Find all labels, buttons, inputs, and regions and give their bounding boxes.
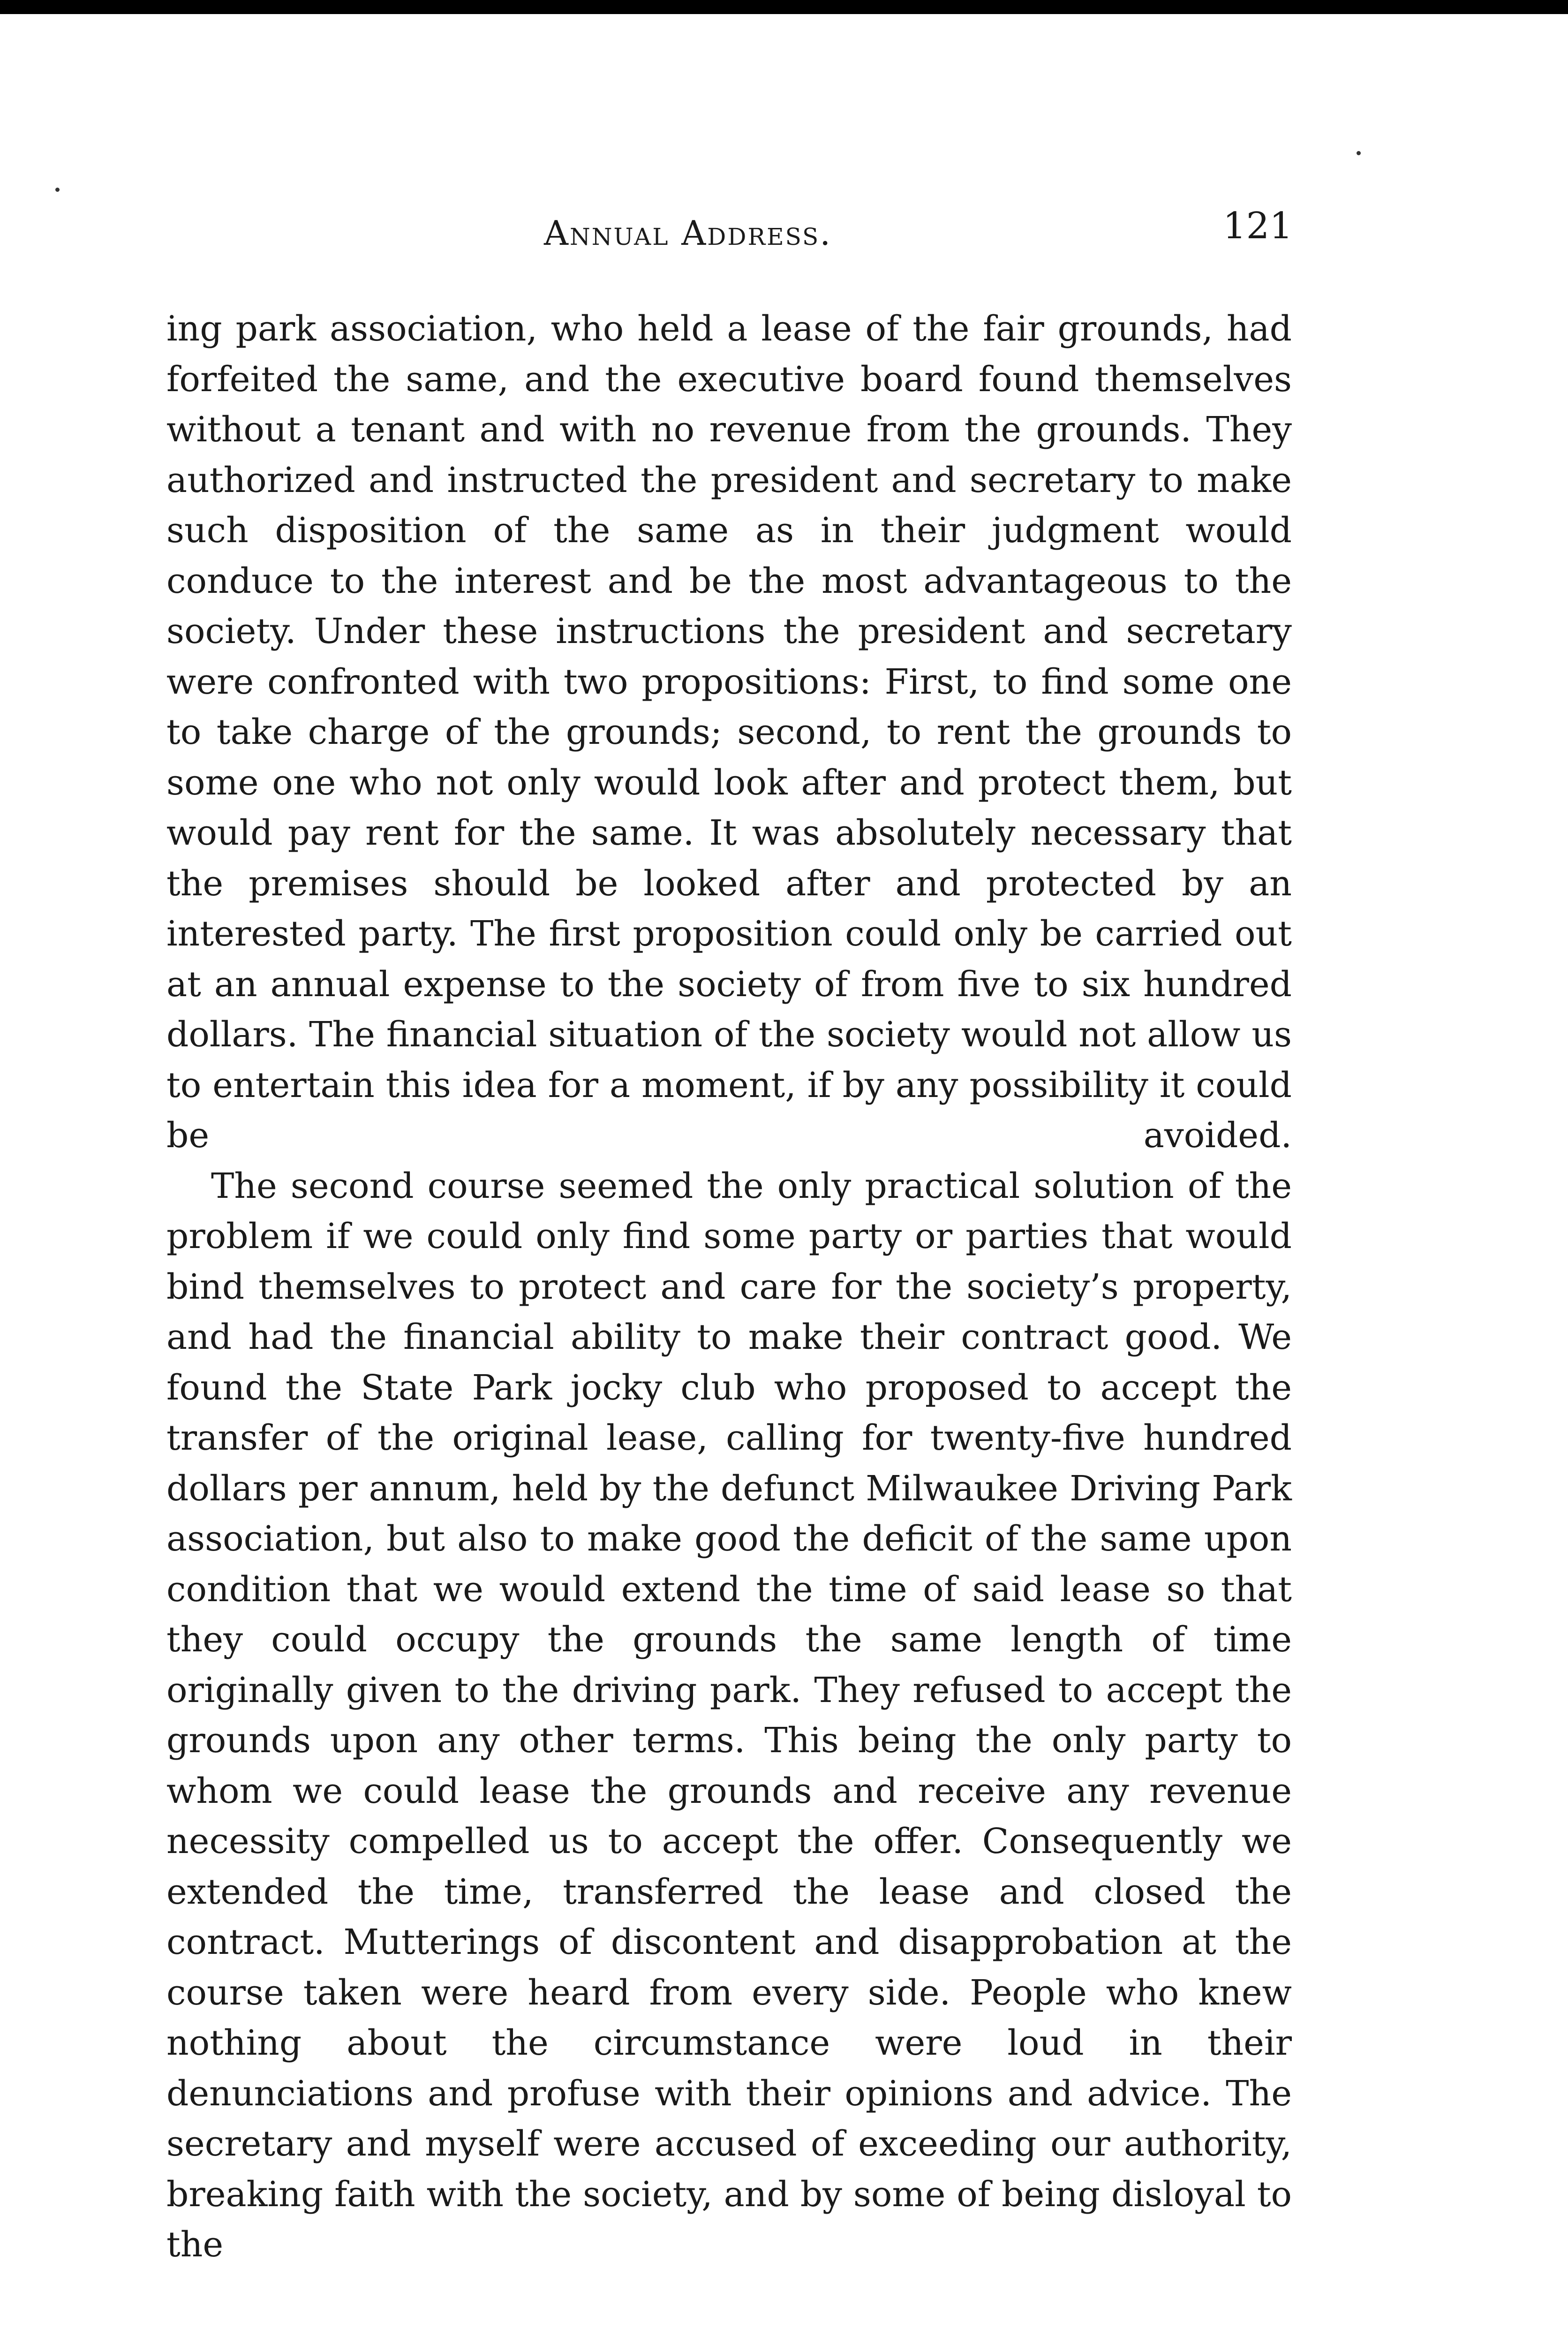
page-number: 121 [1223, 205, 1293, 247]
page-top-edge [0, 0, 1568, 14]
running-title: Annual Address. [544, 213, 832, 253]
paper-speck [1357, 151, 1361, 155]
paper-speck [55, 188, 60, 192]
paragraph-2: The second course seemed the only practical solution of the problem if we could only find some party or parties that would bind themselves to protect and care for the society’s property, and had the financial ability to make their contract good. We found the State Park jocky club who proposed to accept the transfer of the original lease, calling for twenty-five hundred dollars per annum, held by the defunct Milwaukee Driving Park association, but also to make good the deficit of the same upon condition that we would extend the time of said lease so that they could occupy the grounds the same length of time originally given to the driving park. They refused to accept the grounds upon any other terms. This being the only party to whom we could lease the grounds and receive any revenue necessity compelled us to accept the offer. Consequently we extended the time, transferred the lease and closed the contract. Mutterings of discontent and disapprobation at the course taken were heard from every side. People who knew nothing about the circumstance were loud in their denunciations and profuse with their opinions and advice. The secretary and myself were accused of exceeding our authority, breaking faith with the society, and by some of being disloyal to the [166, 1165, 1292, 2265]
body-text [166, 304, 1292, 2270]
paragraph-1: ing park association, who held a lease of the fair grounds, had forfeited the same, and the executive board found themselves without a tenant and with no revenue from the grounds. They authorized and instructed the president and secretary to make such disposition of the same as in their judgment would conduce to the interest and be the most advantageous to the society. Under these instructions the president and secretary were confronted with two propositions: First, to find some one to take charge of the grounds; second, to rent the grounds to some one who not only would look after and protect them, but would pay rent for the same. It was absolutely necessary that the premises should be looked after and protected by an interested party. The first proposition could only be carried out at an annual expense to the society of from five to six hundred dollars. The financial situation of the society would not allow us to entertain this idea for a moment, if by any possibility it could be avoided. [166, 309, 1292, 1156]
